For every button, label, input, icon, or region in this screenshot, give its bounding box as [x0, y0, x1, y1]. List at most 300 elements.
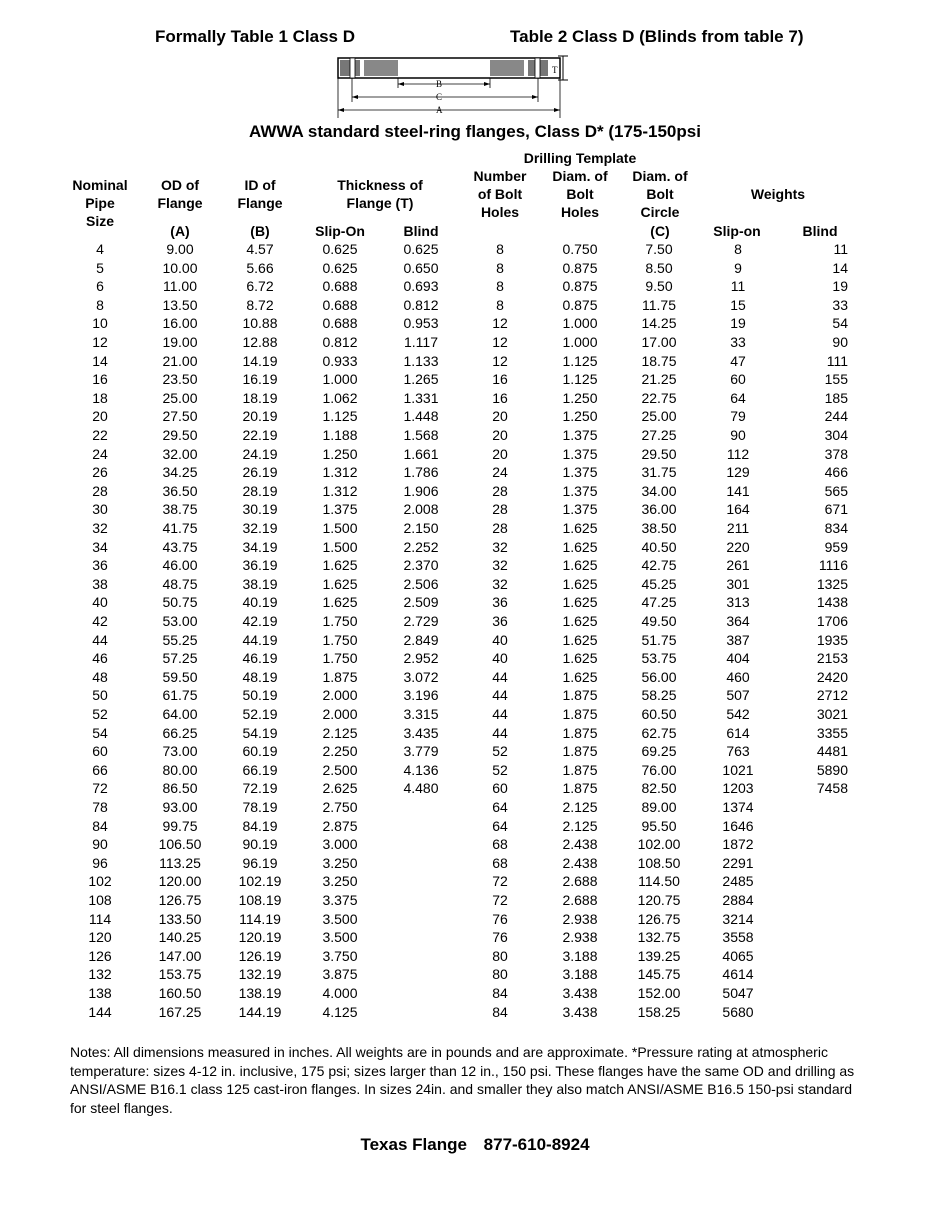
phone-number: 877-610-8924: [483, 1135, 590, 1154]
cell-nominal: 10: [92, 315, 108, 332]
table-row: [0, 427, 950, 446]
cell-bolt-count: 64: [492, 799, 508, 815]
cell-bolt-diameter: 1.625: [562, 631, 598, 648]
cell-bolt-diameter: 1.625: [562, 520, 598, 536]
cell-thickness-blind: 1.568: [403, 427, 439, 443]
cell-id: 44.19: [242, 631, 278, 648]
cell-weight-slip-on: 4065: [722, 947, 754, 964]
table-row: [0, 911, 950, 930]
cell-bolt-circle: 14.25: [641, 315, 677, 332]
cell-thickness-blind: 2.150: [403, 520, 439, 536]
cell-nominal: 52: [92, 706, 108, 722]
cell-id: 102.19: [238, 873, 282, 890]
cell-nominal: 12: [92, 334, 108, 350]
cell-bolt-count: 12: [492, 315, 508, 332]
cell-bolt-circle: 31.75: [641, 464, 677, 481]
cell-thickness-slip-on: 4.125: [322, 1003, 358, 1020]
cell-od: 11.00: [163, 278, 197, 295]
cell-nominal: 46: [92, 650, 108, 667]
cell-thickness-blind: 1.331: [403, 389, 439, 406]
cell-bolt-circle: 18.75: [641, 352, 677, 369]
cell-nominal: 18: [92, 389, 108, 406]
cell-thickness-slip-on: 1.625: [322, 575, 358, 592]
cell-nominal: 60: [92, 743, 108, 760]
cell-thickness-slip-on: 0.688: [322, 315, 358, 332]
table-title: AWWA standard steel-ring flanges, Class D* (175-150psi: [249, 122, 701, 141]
cell-bolt-diameter: 2.125: [562, 799, 598, 815]
cell-bolt-circle: 22.75: [641, 389, 677, 406]
cell-od: 38.75: [162, 501, 198, 518]
weight-slip-on-header: Slip-on: [713, 223, 761, 239]
cell-thickness-slip-on: 2.000: [322, 687, 358, 704]
cell-nominal: 114: [88, 910, 112, 927]
cell-bolt-count: 16: [492, 371, 508, 388]
cell-weight-slip-on: 1203: [722, 780, 754, 797]
table-row: [0, 743, 950, 762]
cell-id: 36.19: [242, 557, 278, 574]
cell-bolt-circle: 47.25: [641, 594, 677, 611]
cell-bolt-diameter: 0.875: [562, 296, 598, 313]
cell-od: 133.50: [158, 910, 202, 927]
cell-bolt-diameter: 2.125: [562, 817, 598, 834]
table-row: [0, 260, 950, 279]
cell-bolt-count: 76: [492, 910, 508, 927]
cell-nominal: 26: [92, 464, 108, 481]
cell-thickness-blind: 1.133: [403, 352, 439, 369]
cell-thickness-slip-on: 2.750: [322, 799, 358, 815]
cell-id: 40.19: [242, 594, 278, 611]
cell-weight-blind: 33: [832, 296, 848, 313]
cell-thickness-slip-on: 1.750: [322, 650, 358, 667]
cell-id: 48.19: [242, 668, 278, 685]
cell-nominal: 32: [92, 520, 108, 536]
cell-od: 43.75: [162, 538, 198, 555]
cell-nominal: 54: [92, 724, 108, 741]
cell-thickness-slip-on: 3.375: [322, 892, 358, 908]
cell-thickness-blind: 0.650: [403, 259, 439, 276]
cell-od: 48.75: [162, 575, 198, 592]
cell-bolt-diameter: 1.625: [562, 594, 598, 611]
cell-od: 86.50: [162, 780, 198, 797]
cell-od: 46.00: [162, 557, 198, 574]
cell-weight-blind: 2153: [816, 650, 848, 667]
cell-bolt-circle: 139.25: [637, 947, 681, 964]
weight-blind-header: Blind: [802, 223, 838, 239]
table-row: [0, 353, 950, 372]
cell-bolt-count: 44: [492, 724, 508, 741]
cell-thickness-slip-on: 2.000: [322, 706, 358, 722]
cell-bolt-count: 44: [492, 687, 508, 704]
cell-id: 108.19: [238, 892, 282, 908]
cell-id: 28.19: [242, 482, 278, 499]
cell-bolt-count: 84: [492, 1003, 508, 1020]
cell-od: 99.75: [162, 817, 198, 834]
cell-od: 57.25: [162, 650, 198, 667]
cell-nominal: 34: [92, 538, 108, 555]
cell-weight-blind: 185: [824, 389, 848, 406]
cell-id: 18.19: [242, 389, 278, 406]
cell-nominal: 120: [88, 929, 112, 946]
cell-od: 36.50: [162, 482, 198, 499]
cell-nominal: 132: [88, 966, 112, 983]
cell-weight-slip-on: 79: [730, 408, 746, 425]
cell-od: 34.25: [162, 464, 198, 481]
cell-od: 25.00: [162, 389, 198, 406]
cell-thickness-blind: 3.196: [403, 687, 439, 704]
cell-od: 16.00: [162, 315, 198, 332]
cell-id: 132.19: [238, 966, 282, 983]
cell-od: 23.50: [162, 371, 198, 388]
cell-thickness-slip-on: 3.750: [322, 947, 358, 964]
cell-od: 29.50: [162, 427, 198, 443]
cell-bolt-count: 8: [496, 241, 504, 257]
cell-weight-slip-on: 2485: [722, 873, 754, 890]
table-row: [0, 594, 950, 613]
cell-bolt-diameter: 1.625: [562, 538, 598, 555]
cell-bolt-diameter: 1.125: [562, 352, 598, 369]
cell-thickness-blind: 2.008: [403, 501, 439, 518]
cell-nominal: 78: [92, 799, 108, 815]
cell-od: 50.75: [162, 594, 198, 611]
cell-od: 53.00: [162, 613, 198, 629]
header-left-title: Formally Table 1 Class D: [155, 27, 355, 46]
cell-id: 22.19: [242, 427, 278, 443]
cell-weight-slip-on: 1872: [722, 836, 754, 853]
cell-nominal: 16: [92, 371, 108, 388]
cell-nominal: 20: [92, 408, 108, 425]
table-row: [0, 929, 950, 948]
cell-bolt-circle: 114.50: [638, 873, 680, 890]
cell-bolt-count: 28: [492, 482, 508, 499]
cell-bolt-count: 8: [496, 278, 504, 295]
cell-bolt-circle: 120.75: [637, 892, 681, 908]
cell-bolt-diameter: 2.438: [562, 836, 598, 853]
cell-bolt-circle: 102.00: [637, 836, 681, 853]
cell-nominal: 50: [92, 687, 108, 704]
cell-bolt-diameter: 1.375: [562, 427, 598, 443]
cell-weight-blind: 7458: [816, 780, 848, 797]
cell-id: 12.88: [242, 334, 278, 350]
cell-od: 41.75: [162, 520, 198, 536]
cell-od: 21.00: [162, 352, 198, 369]
table-row: [0, 371, 950, 390]
cell-weight-slip-on: 47: [730, 352, 746, 369]
cell-bolt-circle: 132.75: [637, 929, 681, 946]
cell-thickness-slip-on: 0.933: [322, 352, 358, 369]
cell-thickness-blind: 2.849: [403, 631, 439, 648]
cell-nominal: 28: [92, 482, 108, 499]
cell-bolt-diameter: 3.438: [562, 985, 598, 1001]
cell-id: 16.19: [242, 371, 278, 388]
cell-weight-slip-on: 15: [730, 296, 746, 313]
cell-thickness-blind: 1.906: [403, 482, 439, 499]
flange-cross-section-diagram: [330, 52, 570, 122]
cell-bolt-count: 28: [492, 520, 508, 536]
cell-thickness-slip-on: 1.312: [322, 482, 358, 499]
cell-bolt-circle: 29.50: [641, 445, 677, 462]
cell-thickness-slip-on: 1.750: [322, 631, 358, 648]
cell-weight-slip-on: 19: [730, 315, 746, 332]
cell-nominal: 66: [92, 761, 108, 778]
table-row: [0, 576, 950, 595]
cell-bolt-circle: 27.25: [641, 427, 677, 443]
cell-bolt-circle: 53.75: [641, 650, 677, 667]
cell-weight-slip-on: 90: [730, 427, 746, 443]
cell-od: 153.75: [158, 966, 202, 983]
cell-weight-slip-on: 614: [726, 724, 750, 741]
cell-weight-blind: 1116: [818, 557, 848, 574]
cell-thickness-blind: 2.729: [403, 613, 439, 629]
cell-thickness-blind: 4.136: [403, 761, 439, 778]
cell-weight-blind: 2712: [816, 687, 848, 704]
bolt-count-header: Number of Bolt Holes: [473, 168, 527, 220]
diagram-label-b: B: [436, 79, 443, 89]
cell-bolt-count: 80: [492, 966, 508, 983]
cell-bolt-count: 36: [492, 594, 508, 611]
cell-weight-slip-on: 460: [726, 668, 750, 685]
cell-od: 147.00: [158, 947, 202, 964]
cell-bolt-diameter: 1.125: [562, 371, 598, 388]
cell-bolt-diameter: 2.938: [562, 910, 598, 927]
cell-thickness-blind: 2.252: [403, 538, 439, 555]
cell-bolt-circle: 76.00: [641, 761, 677, 778]
cell-weight-blind: 834: [824, 520, 848, 536]
cell-bolt-count: 84: [492, 985, 508, 1001]
table-row: [0, 278, 950, 297]
cell-weight-blind: 2420: [816, 668, 848, 685]
table-row: [0, 948, 950, 967]
cell-bolt-count: 20: [492, 427, 508, 443]
cell-bolt-circle: 95.50: [641, 817, 677, 834]
cell-bolt-count: 32: [492, 557, 508, 574]
table-row: [0, 390, 950, 409]
cell-bolt-diameter: 1.375: [562, 501, 598, 518]
header-right-title: Table 2 Class D (Blinds from table 7): [510, 27, 804, 46]
cell-bolt-count: 12: [492, 352, 508, 369]
cell-weight-slip-on: 261: [726, 557, 750, 574]
cell-bolt-diameter: 1.875: [562, 724, 598, 741]
cell-od: 32.00: [162, 445, 198, 462]
cell-bolt-diameter: 1.625: [562, 575, 598, 592]
cell-bolt-circle: 126.75: [637, 910, 681, 927]
cell-thickness-slip-on: 1.375: [322, 501, 358, 518]
slip-on-thickness-header: Slip-On: [315, 223, 365, 239]
cell-nominal: 48: [92, 668, 108, 685]
cell-id: 30.19: [242, 501, 278, 518]
cell-bolt-diameter: 1.625: [562, 613, 598, 629]
cell-id: 4.57: [246, 241, 274, 257]
cell-weight-blind: 5890: [816, 761, 848, 778]
diagram-label-a: A: [436, 105, 443, 115]
cell-weight-slip-on: 141: [726, 482, 750, 499]
cell-id: 126.19: [238, 947, 282, 964]
cell-id: 50.19: [242, 687, 278, 704]
cell-thickness-slip-on: 0.625: [322, 241, 358, 257]
id-sub-header: (B): [250, 223, 270, 239]
cell-bolt-diameter: 1.250: [562, 389, 598, 406]
cell-weight-blind: 3021: [816, 706, 848, 722]
cell-bolt-circle: 82.50: [641, 780, 677, 797]
cell-id: 60.19: [242, 743, 278, 760]
cell-od: 140.25: [158, 929, 202, 946]
cell-thickness-slip-on: 0.625: [322, 259, 358, 276]
cell-thickness-slip-on: 1.500: [322, 538, 358, 555]
cell-bolt-diameter: 1.000: [562, 334, 598, 350]
cell-bolt-count: 44: [492, 706, 508, 722]
cell-bolt-circle: 158.25: [637, 1003, 681, 1020]
cell-id: 66.19: [242, 761, 278, 778]
thickness-header: Thickness of Flange (T): [337, 177, 423, 211]
cell-nominal: 144: [88, 1003, 112, 1020]
cell-weight-slip-on: 301: [726, 575, 750, 592]
table-row: [0, 780, 950, 799]
cell-bolt-diameter: 2.688: [562, 873, 598, 890]
cell-bolt-circle: 11.75: [642, 296, 676, 313]
cell-od: 10.00: [162, 259, 198, 276]
cell-thickness-blind: 0.693: [403, 278, 439, 295]
cell-weight-blind: 11: [833, 241, 848, 257]
cell-nominal: 72: [92, 780, 108, 797]
cell-thickness-blind: 1.265: [403, 371, 439, 388]
table-row: [0, 334, 950, 353]
diagram-label-t: T: [552, 65, 558, 75]
cell-weight-blind: 378: [824, 445, 848, 462]
footer: [0, 1135, 950, 1155]
cell-od: 113.25: [159, 854, 201, 871]
cell-bolt-count: 64: [492, 817, 508, 834]
cell-thickness-slip-on: 0.688: [322, 296, 358, 313]
cell-id: 84.19: [242, 817, 278, 834]
table-row: [0, 520, 950, 539]
cell-thickness-blind: 3.315: [403, 706, 439, 722]
cell-bolt-diameter: 1.000: [562, 315, 598, 332]
table-row: [0, 1004, 950, 1023]
table-row: [0, 873, 950, 892]
cell-bolt-count: 12: [492, 334, 508, 350]
cell-id: 96.19: [242, 854, 278, 871]
table-row: [0, 985, 950, 1004]
cell-od: 167.25: [158, 1003, 202, 1020]
cell-od: 80.00: [162, 761, 198, 778]
cell-thickness-slip-on: 4.000: [322, 985, 358, 1001]
weights-header: Weights: [750, 186, 806, 202]
cell-bolt-count: 24: [492, 464, 508, 481]
cell-weight-slip-on: 5047: [722, 985, 754, 1001]
cell-thickness-slip-on: 1.312: [322, 464, 358, 481]
table-row: [0, 315, 950, 334]
cell-thickness-blind: 4.480: [403, 780, 439, 797]
cell-bolt-circle: 21.25: [641, 371, 677, 388]
cell-nominal: 44: [92, 631, 108, 648]
cell-bolt-circle: 56.00: [641, 668, 677, 685]
od-header: OD of Flange: [157, 177, 203, 211]
cell-thickness-slip-on: 2.250: [322, 743, 358, 760]
cell-thickness-slip-on: 2.625: [322, 780, 358, 797]
cell-thickness-slip-on: 1.062: [322, 389, 358, 406]
cell-id: 38.19: [242, 575, 278, 592]
cell-bolt-count: 52: [492, 761, 508, 778]
table-row: [0, 613, 950, 632]
cell-id: 5.66: [246, 259, 274, 276]
cell-thickness-slip-on: 1.625: [322, 594, 358, 611]
company-name: Texas Flange: [360, 1135, 467, 1154]
cell-bolt-count: 20: [492, 408, 508, 425]
cell-id: 138.19: [238, 985, 282, 1001]
cell-weight-slip-on: 4614: [722, 966, 754, 983]
cell-nominal: 36: [92, 557, 108, 574]
cell-nominal: 6: [96, 278, 104, 295]
cell-id: 90.19: [242, 836, 278, 853]
cell-weight-slip-on: 1374: [722, 799, 754, 815]
id-header: ID of Flange: [237, 177, 283, 211]
cell-thickness-blind: 1.117: [404, 334, 438, 350]
cell-thickness-slip-on: 1.750: [322, 613, 358, 629]
cell-bolt-diameter: 2.438: [562, 854, 598, 871]
cell-weight-slip-on: 9: [734, 259, 742, 276]
table-row: [0, 408, 950, 427]
cell-od: 61.75: [162, 687, 198, 704]
cell-bolt-count: 32: [492, 538, 508, 555]
cell-od: 66.25: [162, 724, 198, 741]
cell-weight-blind: 1935: [816, 631, 848, 648]
cell-nominal: 4: [96, 241, 104, 257]
cell-nominal: 108: [88, 892, 112, 908]
cell-bolt-diameter: 1.875: [562, 706, 598, 722]
cell-weight-slip-on: 507: [726, 687, 750, 704]
cell-nominal: 90: [92, 836, 108, 853]
nominal-size-header: Nominal Pipe Size: [72, 177, 128, 229]
cell-od: 120.00: [158, 873, 202, 890]
cell-bolt-diameter: 1.625: [562, 557, 598, 574]
cell-od: 19.00: [162, 334, 198, 350]
cell-thickness-blind: 0.812: [403, 296, 439, 313]
cell-nominal: 40: [92, 594, 108, 611]
cell-thickness-slip-on: 1.500: [322, 520, 358, 536]
cell-bolt-count: 76: [492, 929, 508, 946]
cell-weight-slip-on: 364: [726, 613, 750, 629]
cell-bolt-diameter: 1.625: [562, 668, 598, 685]
cell-bolt-circle: 36.00: [641, 501, 677, 518]
cell-bolt-count: 80: [492, 947, 508, 964]
cell-thickness-blind: 1.448: [403, 408, 439, 425]
cell-thickness-blind: 2.952: [403, 650, 439, 667]
cell-od: 9.00: [166, 241, 194, 257]
cell-id: 24.19: [242, 445, 278, 462]
cell-thickness-blind: 2.509: [403, 594, 439, 611]
cell-nominal: 30: [92, 501, 108, 518]
cell-bolt-count: 40: [492, 631, 508, 648]
cell-bolt-circle: 51.75: [641, 631, 677, 648]
cell-nominal: 22: [92, 427, 108, 443]
bolt-circle-header: Diam. of Bolt Circle: [632, 168, 688, 220]
cell-id: 8.72: [246, 296, 274, 313]
table-row: [0, 966, 950, 985]
drilling-template-header: Drilling Template: [523, 150, 637, 166]
cell-thickness-slip-on: 0.812: [322, 334, 358, 350]
cell-nominal: 5: [96, 259, 104, 276]
cell-id: 54.19: [242, 724, 278, 741]
cell-bolt-diameter: 3.438: [562, 1003, 598, 1020]
cell-weight-blind: 90: [832, 334, 848, 350]
cell-weight-blind: 111: [826, 352, 848, 369]
cell-thickness-slip-on: 3.875: [322, 966, 358, 983]
table-row: [0, 446, 950, 465]
cell-od: 55.25: [162, 631, 198, 648]
cell-weight-slip-on: 313: [726, 594, 750, 611]
table-row: [0, 483, 950, 502]
cell-od: 160.50: [158, 985, 202, 1001]
cell-bolt-circle: 89.00: [641, 799, 677, 815]
